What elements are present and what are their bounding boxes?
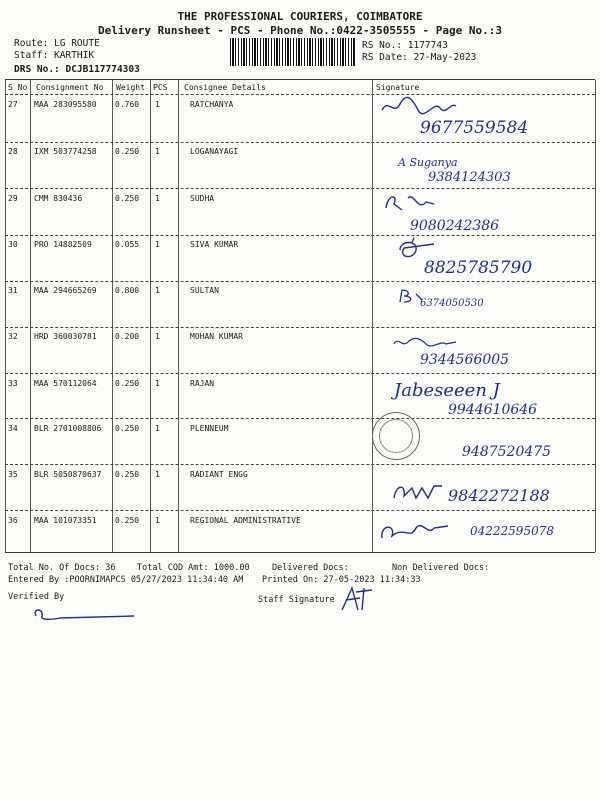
row-consignment: MAA 294665269 xyxy=(34,286,97,295)
row-consignment: MAA 283095580 xyxy=(34,100,97,109)
signature-scribble xyxy=(376,516,452,546)
row-sno: 34 xyxy=(8,424,18,433)
signature-phone: 9384124303 xyxy=(428,170,511,185)
signature-phone: 8825785790 xyxy=(424,258,533,278)
signature-phone: 9842272188 xyxy=(448,486,550,505)
signature-scribble xyxy=(380,190,440,214)
signature-phone: 9944610646 xyxy=(448,402,538,418)
total-docs: Total No. Of Docs: 36 xyxy=(8,563,116,573)
row-divider xyxy=(5,281,595,282)
row-divider xyxy=(5,510,595,511)
row-consignee: LOGANAYAGI xyxy=(190,147,239,156)
row-consignment: HRD 360030781 xyxy=(34,332,97,341)
row-divider xyxy=(5,142,595,143)
col-header-sno: S No xyxy=(8,83,28,92)
table-row xyxy=(0,192,600,238)
staff-signature-label: Staff Signature xyxy=(258,595,335,605)
row-consignee: RAJAN xyxy=(190,379,215,388)
signature-name: A Suganya xyxy=(398,156,458,169)
signature-phone: 04222595078 xyxy=(470,524,554,538)
col-header-weight: Weight xyxy=(116,83,145,92)
row-sno: 27 xyxy=(8,100,18,109)
signature-phone: 9677559584 xyxy=(420,118,529,138)
row-pcs: 1 xyxy=(155,240,160,249)
col-header-pcs: PCS xyxy=(153,83,168,92)
row-consignee: MOHAN KUMAR xyxy=(190,332,243,341)
signature-phone: 6374050530 xyxy=(420,298,484,309)
signature-phone: 9080242386 xyxy=(410,218,500,234)
row-weight: 0.250 xyxy=(115,424,140,433)
col-header-signature: Signature xyxy=(376,83,420,92)
row-consignee: REGIONAL ADMINISTRATIVE xyxy=(190,516,301,525)
route-label: Route: LG ROUTE xyxy=(14,38,100,49)
row-pcs: 1 xyxy=(155,379,160,388)
barcode xyxy=(230,38,356,66)
row-pcs: 1 xyxy=(155,100,160,109)
staff-signature xyxy=(338,584,374,614)
row-divider xyxy=(5,327,595,328)
row-weight: 0.250 xyxy=(115,147,140,156)
row-weight: 0.800 xyxy=(115,286,140,295)
row-divider xyxy=(5,418,595,419)
row-weight: 0.250 xyxy=(115,194,140,203)
row-pcs: 1 xyxy=(155,424,160,433)
row-consignment: BLR 5050870637 xyxy=(34,470,102,479)
delivery-stamp xyxy=(372,412,420,460)
col-header-consignee: Consignee Details xyxy=(184,83,266,92)
staff-label: Staff: KARTHIK xyxy=(14,50,95,61)
signature-scribble xyxy=(390,334,460,350)
row-weight: 0.250 xyxy=(115,516,140,525)
row-sno: 29 xyxy=(8,194,18,203)
row-divider xyxy=(5,373,595,374)
entered-by: Entered By :POORNIMAPCS 05/27/2023 11:34:40 AM xyxy=(8,575,244,585)
delivered-docs: Delivered Docs: xyxy=(272,563,349,573)
row-sno: 36 xyxy=(8,516,18,525)
printed-on: Printed On: 27-05-2023 11:34:33 xyxy=(262,575,421,585)
row-sno: 33 xyxy=(8,379,18,388)
row-divider xyxy=(5,188,595,189)
row-weight: 0.055 xyxy=(115,240,140,249)
rs-number: RS No.: 1177743 xyxy=(362,40,448,51)
row-consignment: MAA 570112064 xyxy=(34,379,97,388)
row-pcs: 1 xyxy=(155,147,160,156)
row-consignee: RADIANT ENGG xyxy=(190,470,248,479)
row-consignee: SULTAN xyxy=(190,286,219,295)
row-sno: 35 xyxy=(8,470,18,479)
header-divider xyxy=(5,94,595,95)
company-title: THE PROFESSIONAL COURIERS, COIMBATORE xyxy=(177,10,423,23)
row-sno: 32 xyxy=(8,332,18,341)
row-weight: 0.200 xyxy=(115,332,140,341)
table-bottom-border xyxy=(5,552,595,553)
non-delivered-docs: Non Delivered Docs: xyxy=(392,563,490,573)
runsheet-subtitle: Delivery Runsheet - PCS - Phone No.:0422-3505555 - Page No.:3 xyxy=(98,24,502,37)
verified-signature xyxy=(30,604,140,624)
row-pcs: 1 xyxy=(155,516,160,525)
col-header-consignment: Consignment No xyxy=(36,83,104,92)
row-consignment: BLR 2701008806 xyxy=(34,424,102,433)
total-cod: Total COD Amt: 1000.00 xyxy=(137,563,250,573)
row-consignment: MAA 101073351 xyxy=(34,516,97,525)
row-consignee: SUDHA xyxy=(190,194,215,203)
row-consignee: RATCHANYA xyxy=(190,100,234,109)
drs-number: DRS No.: DCJB117774303 xyxy=(14,64,140,75)
table-top-border xyxy=(5,79,595,80)
signature-name: Jabeseeen J xyxy=(394,380,500,401)
signature-scribble xyxy=(390,480,446,506)
row-weight: 0.250 xyxy=(115,379,140,388)
row-divider xyxy=(5,235,595,236)
signature-phone: 9487520475 xyxy=(462,444,552,460)
row-consignment: CMM 830436 xyxy=(34,194,83,203)
row-weight: 0.250 xyxy=(115,470,140,479)
row-sno: 30 xyxy=(8,240,18,249)
row-sno: 28 xyxy=(8,147,18,156)
row-consignment: PRO 14882509 xyxy=(34,240,92,249)
verified-by-label: Verified By xyxy=(8,592,65,602)
row-pcs: 1 xyxy=(155,332,160,341)
row-pcs: 1 xyxy=(155,470,160,479)
row-consignee: SIVA KUMAR xyxy=(190,240,239,249)
row-weight: 0.760 xyxy=(115,100,140,109)
row-consignment: IXM 503774258 xyxy=(34,147,97,156)
signature-phone: 9344566005 xyxy=(420,352,510,368)
table-row xyxy=(0,330,600,376)
row-sno: 31 xyxy=(8,286,18,295)
row-divider xyxy=(5,464,595,465)
table-row xyxy=(0,284,600,330)
signature-scribble xyxy=(378,96,458,118)
rs-date: RS Date: 27-May-2023 xyxy=(362,52,477,63)
row-consignee: PLENNEUM xyxy=(190,424,229,433)
row-pcs: 1 xyxy=(155,286,160,295)
row-pcs: 1 xyxy=(155,194,160,203)
